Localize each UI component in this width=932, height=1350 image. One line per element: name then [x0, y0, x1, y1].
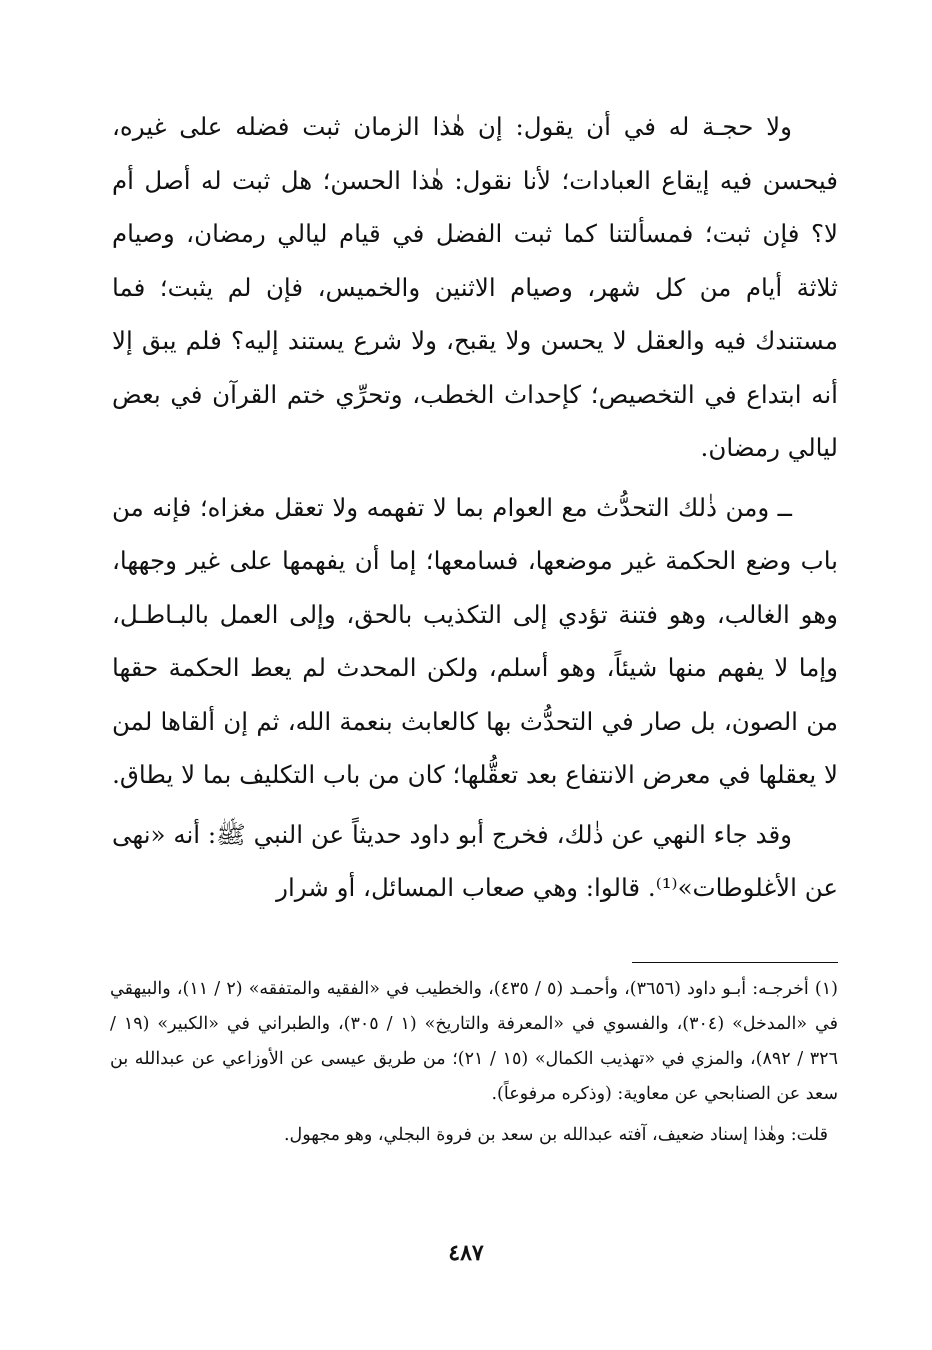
paragraph-1 [112, 100, 838, 475]
main-text [112, 100, 838, 915]
paragraph-3-text: وقد جاء النهي عن ذٰلك، فخرج أبو داود حديثاً عن النبي ﷺ: أنه «نهى عن الأغلوطات»⁽¹⁾. قالوا: وهي صعاب المسائل، أو شرار [112, 819, 838, 902]
footnote-1: (١) أخرجـه: أبـو داود (٣٦٥٦)، وأحمـد (٥ / ٤٣٥)، والخطيب في «الفقيه والمتفقه» (٢ / ١١)، والبيهقي في «المدخل» (٣٠٤)، والفسوي في «المعرفة والتاريخ» (١ / ٣٠٥)، والطبراني في «الكبير» (١٩ / ٣٢٦ / ٨٩٢)، والمزي في «تهذيب الكمال» (١٥ / ٢١)؛ من طريق عيسى عن الأوزاعي عن عبدالله بن سعد عن الصنابحي عن معاوية: (وذكره مرفوعاً). [110, 979, 838, 1104]
paragraph-1-text: ولا حجـة له في أن يقول: إن هٰذا الزمان ثبت فضله على غيره، فيحسن فيه إيقاع العبادات؛ لأنا نقول: هٰذا الحسن؛ هل ثبت له أصل أم لا؟ فإن ثبت؛ فمسألتنا كما ثبت الفضل في قيام ليالي رمضان، وصيام ثلاثة أيام من كل شهر، وصيام الاثنين والخميس، فإن لم يثبت؛ فما مستندك فيه والعقل لا يحسن ولا يقبح، ولا شرع يستند إليه؟ فلم يبق إلا أنه ابتداع في التخصيص؛ كإحداث الخطب، وتحرِّي ختم القرآن في بعض ليالي رمضان. [112, 112, 838, 462]
paragraph-2 [112, 481, 838, 802]
footnote-divider [632, 962, 838, 963]
paragraph-3 [112, 808, 838, 915]
footnote-comment: قلت: وهٰذا إسناد ضعيف، آفته عبدالله بن سعد بن فروة البجلي، وهو مجهول. [283, 1125, 828, 1145]
page-number: ٤٨٧ [448, 1240, 484, 1266]
paragraph-2-text: ــ ومن ذٰلك التحدُّث مع العوام بما لا تفهمه ولا تعقل مغزاه؛ فإنه من باب وضع الحكمة غير موضعها، فسامعها؛ إما أن يفهمها على غير وجهها، وهو الغالب، وهو فتنة تؤدي إلى التكذيب بالحق، وإلى العمل بالبـاطـل، وإما لا يفهم منها شيئاً، وهو أسلم، ولكن المحدث لم يعط الحكمة حقها من الصون، بل صار في التحدُّث بها كالعابث بنعمة الله، ثم إن ألقاها لمن لا يعقلها في معرض الانتفاع بعد تعقُّلها؛ كان من باب التكليف بما لا يطاق. [112, 492, 838, 789]
footnotes [110, 972, 838, 1153]
